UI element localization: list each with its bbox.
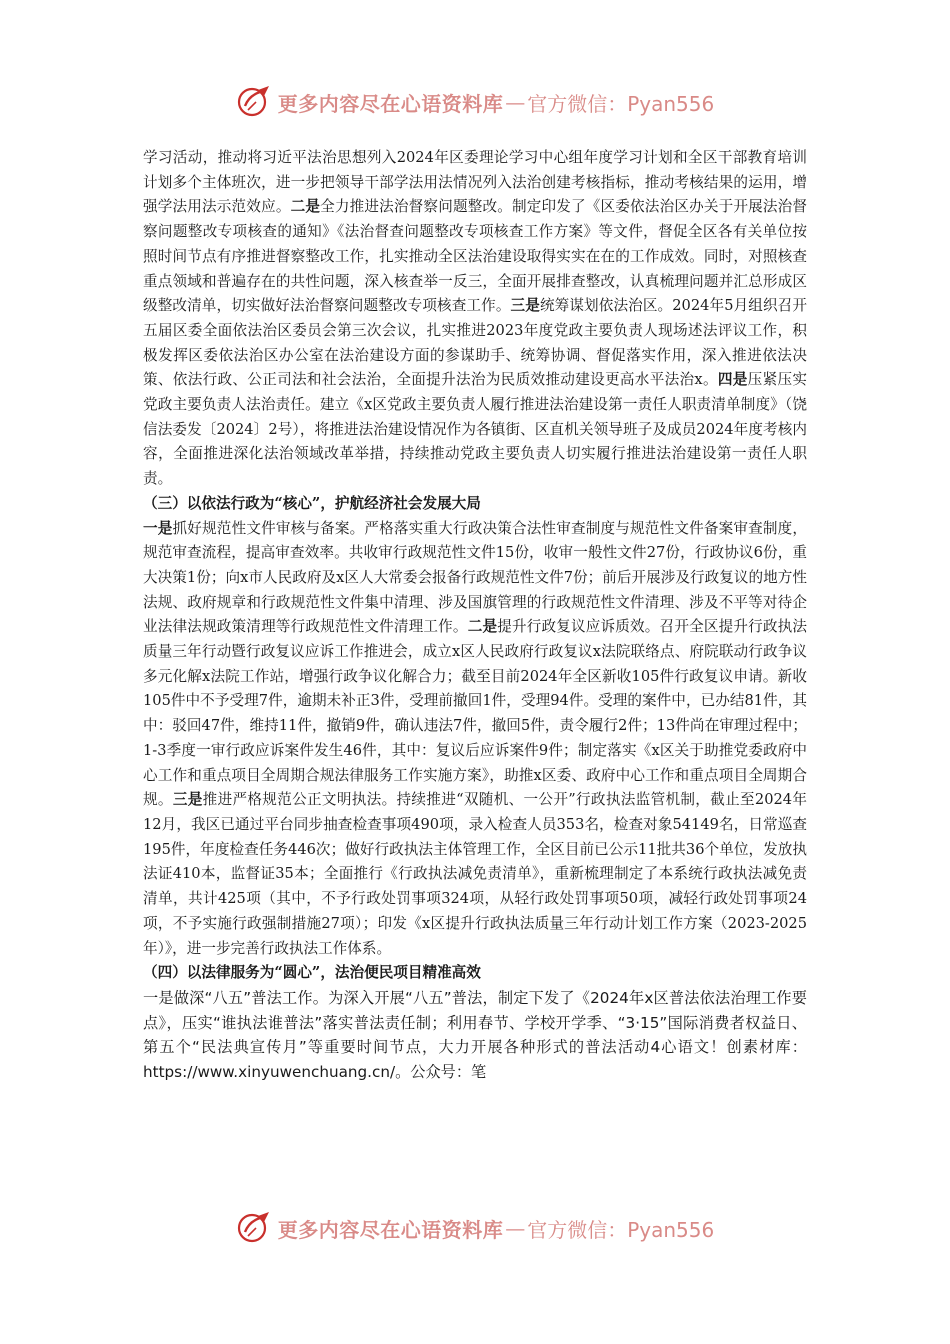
paragraph-administration [143,517,807,962]
section-heading-3: （三）以依法行政为“核心”，护航经济社会发展大局 [143,494,481,512]
p2-text-b: 提升行政复议应诉质效。召开全区提升行政执法质量三年行动暨行政复议应诉工作推进会，成立x区人民政府行政复议x法院联络点、府院联动行政争议多元化解x法院工作站，增强行政争议化解合力；截至目前2024年全区新收105件行政复议申请。新收105件中不予受理7件，逾期未补正3件，受理前撤回1件，受理94件。受理的案件中，已办结81件，其中：驳回47件，维持11件，撤销9件，确认违法7件，撤回5件，责令履行2件；13件尚在审理过程中；1-3季度一审行政应诉案件发生46件，其中：复议后应诉案件9件；制定落实《x区关于助推党委政府中心工作和重点项目全周期合规法律服务工作实施方案》，助推x区委、政府中心工作和重点项目全周期合规。 [143,618,807,809]
p1-text-c: 统筹谋划依法治区。2024年5月组织召开五届区委全面依法治区委员会第三次会议，扎实推进2023年度党政主要负责人现场述法评议工作，积极发挥区委依法治区办公室在法治建设方面的参谋助手、统筹协调、督促落实作用，深入推进依法决策、依法行政、公正司法和社会法治，全面提升法治为民质效推动建设更高水平法治x。 [143,297,807,389]
banner-text: 更多内容尽在心语资料库 [277,91,504,116]
paragraph-rule-of-law [143,146,807,492]
document-body [143,146,807,1085]
p1-lead-3: 三是 [510,297,540,315]
banner-wechat: 官方微信：Pyan556 [527,91,715,116]
pen-logo-icon [236,84,272,120]
p1-text-b: 全力推进法治督察问题整改。制定印发了《区委依法治区办关于开展法治督察问题整改专项核查的通知》《法治督查问题整改专项核查工作方案》等文件，督促全区各有关单位按照时间节点有序推进督察整改工作，扎实推动全区法治建设取得实实在在的工作成效。同时，对照核查重点领域和普遍存在的共性问题，深入核查举一反三，全面开展排查整改，认真梳理问题并汇总形成区级整改清单，切实做好法治督察问题整改专项核查工作。 [143,198,807,315]
banner-dash: — [505,1216,526,1240]
header-banner [0,82,950,122]
p1-lead-4: 四是 [717,371,748,389]
pen-logo-icon [236,1210,272,1246]
p2-lead-1: 一是 [143,519,173,537]
p2-text-c: 推进严格规范公正文明执法。持续推进“双随机、一公开”行政执法监管机制，截止至2024年12月，我区已通过平台同步抽查检查事项490项，录入检查人员353名，检查对象54149名，日常巡查195件，年度检查任务446次；做好行政执法主体管理工作，全区目前已公示11批共36个单位，发放执法证410本，监督证35本；全面推行《行政执法减免责清单》，重新梳理制定了本系统行政执法减免责清单，共计425项（其中，不予行政处罚事项324项，从轻行政处罚事项50项，减轻行政处罚事项24项，不予实施行政强制措施27项）；印发《x区提升行政执法质量三年行动计划工作方案（2023-2025年）》，进一步完善行政执法工作体系。 [143,791,807,957]
p2-text-a: 抓好规范性文件审核与备案。严格落实重大行政决策合法性审查制度与规范性文件备案审查制度，规范审查流程，提高审查效率。共收审行政规范性文件15份，收审一般性文件27份，行政协议6份，重大决策1份；向x市人民政府及x区人大常委会报备行政规范性文件7份；前后开展涉及行政复议的地方性法规、政府规章和行政规范性文件集中清理、涉及国旗管理的行政规范性文件清理、涉及不平等对待企业法律法规政策清理等行政规范性文件清理工作。 [143,519,807,636]
p1-text-a: 学习活动，推动将习近平法治思想列入2024年区委理论学习中心组年度学习计划和全区干部教育培训计划多个主体班次，进一步把领导干部学法用法情况列入法治创建考核指标，推动考核结果的运用，增强学法用法示范效应。 [143,149,807,216]
banner-text: 更多内容尽在心语资料库 [277,1217,504,1242]
p2-lead-3: 三是 [172,791,203,809]
paragraph-legal-services: 一是做深“八五”普法工作。为深入开展“八五”普法，制定下发了《2024年x区普法依法治理工作要点》，压实“谁执法谁普法”落实普法责任制；利用春节、学校开学季、“3·15”国际消费者权益日、第五个“民法典宣传月”等重要时间节点，大力开展各种形式的普法活动4心语文！创素材库：https://www.xinyuwenchuang.cn/。公众号：笔 [143,988,807,1082]
banner-wechat: 官方微信：Pyan556 [527,1217,715,1242]
footer-banner [0,1208,950,1248]
p1-lead-2: 二是 [290,198,321,216]
p2-lead-2: 二是 [467,618,498,636]
banner-dash: — [505,90,526,114]
section-heading-4: （四）以法律服务为“圆心”，法治便民项目精准高效 [143,964,481,982]
p1-text-d: 压紧压实党政主要负责人法治责任。建立《x区党政主要负责人履行推进法治建设第一责任人职责清单制度》（饶信法委发〔2024〕2号），将推进法治建设情况作为各镇街、区直机关领导班子及成员2024年度考核内容，全面推进深化法治领域改革举措，持续推动党政主要负责人切实履行推进法治建设第一责任人职责。 [143,371,807,488]
